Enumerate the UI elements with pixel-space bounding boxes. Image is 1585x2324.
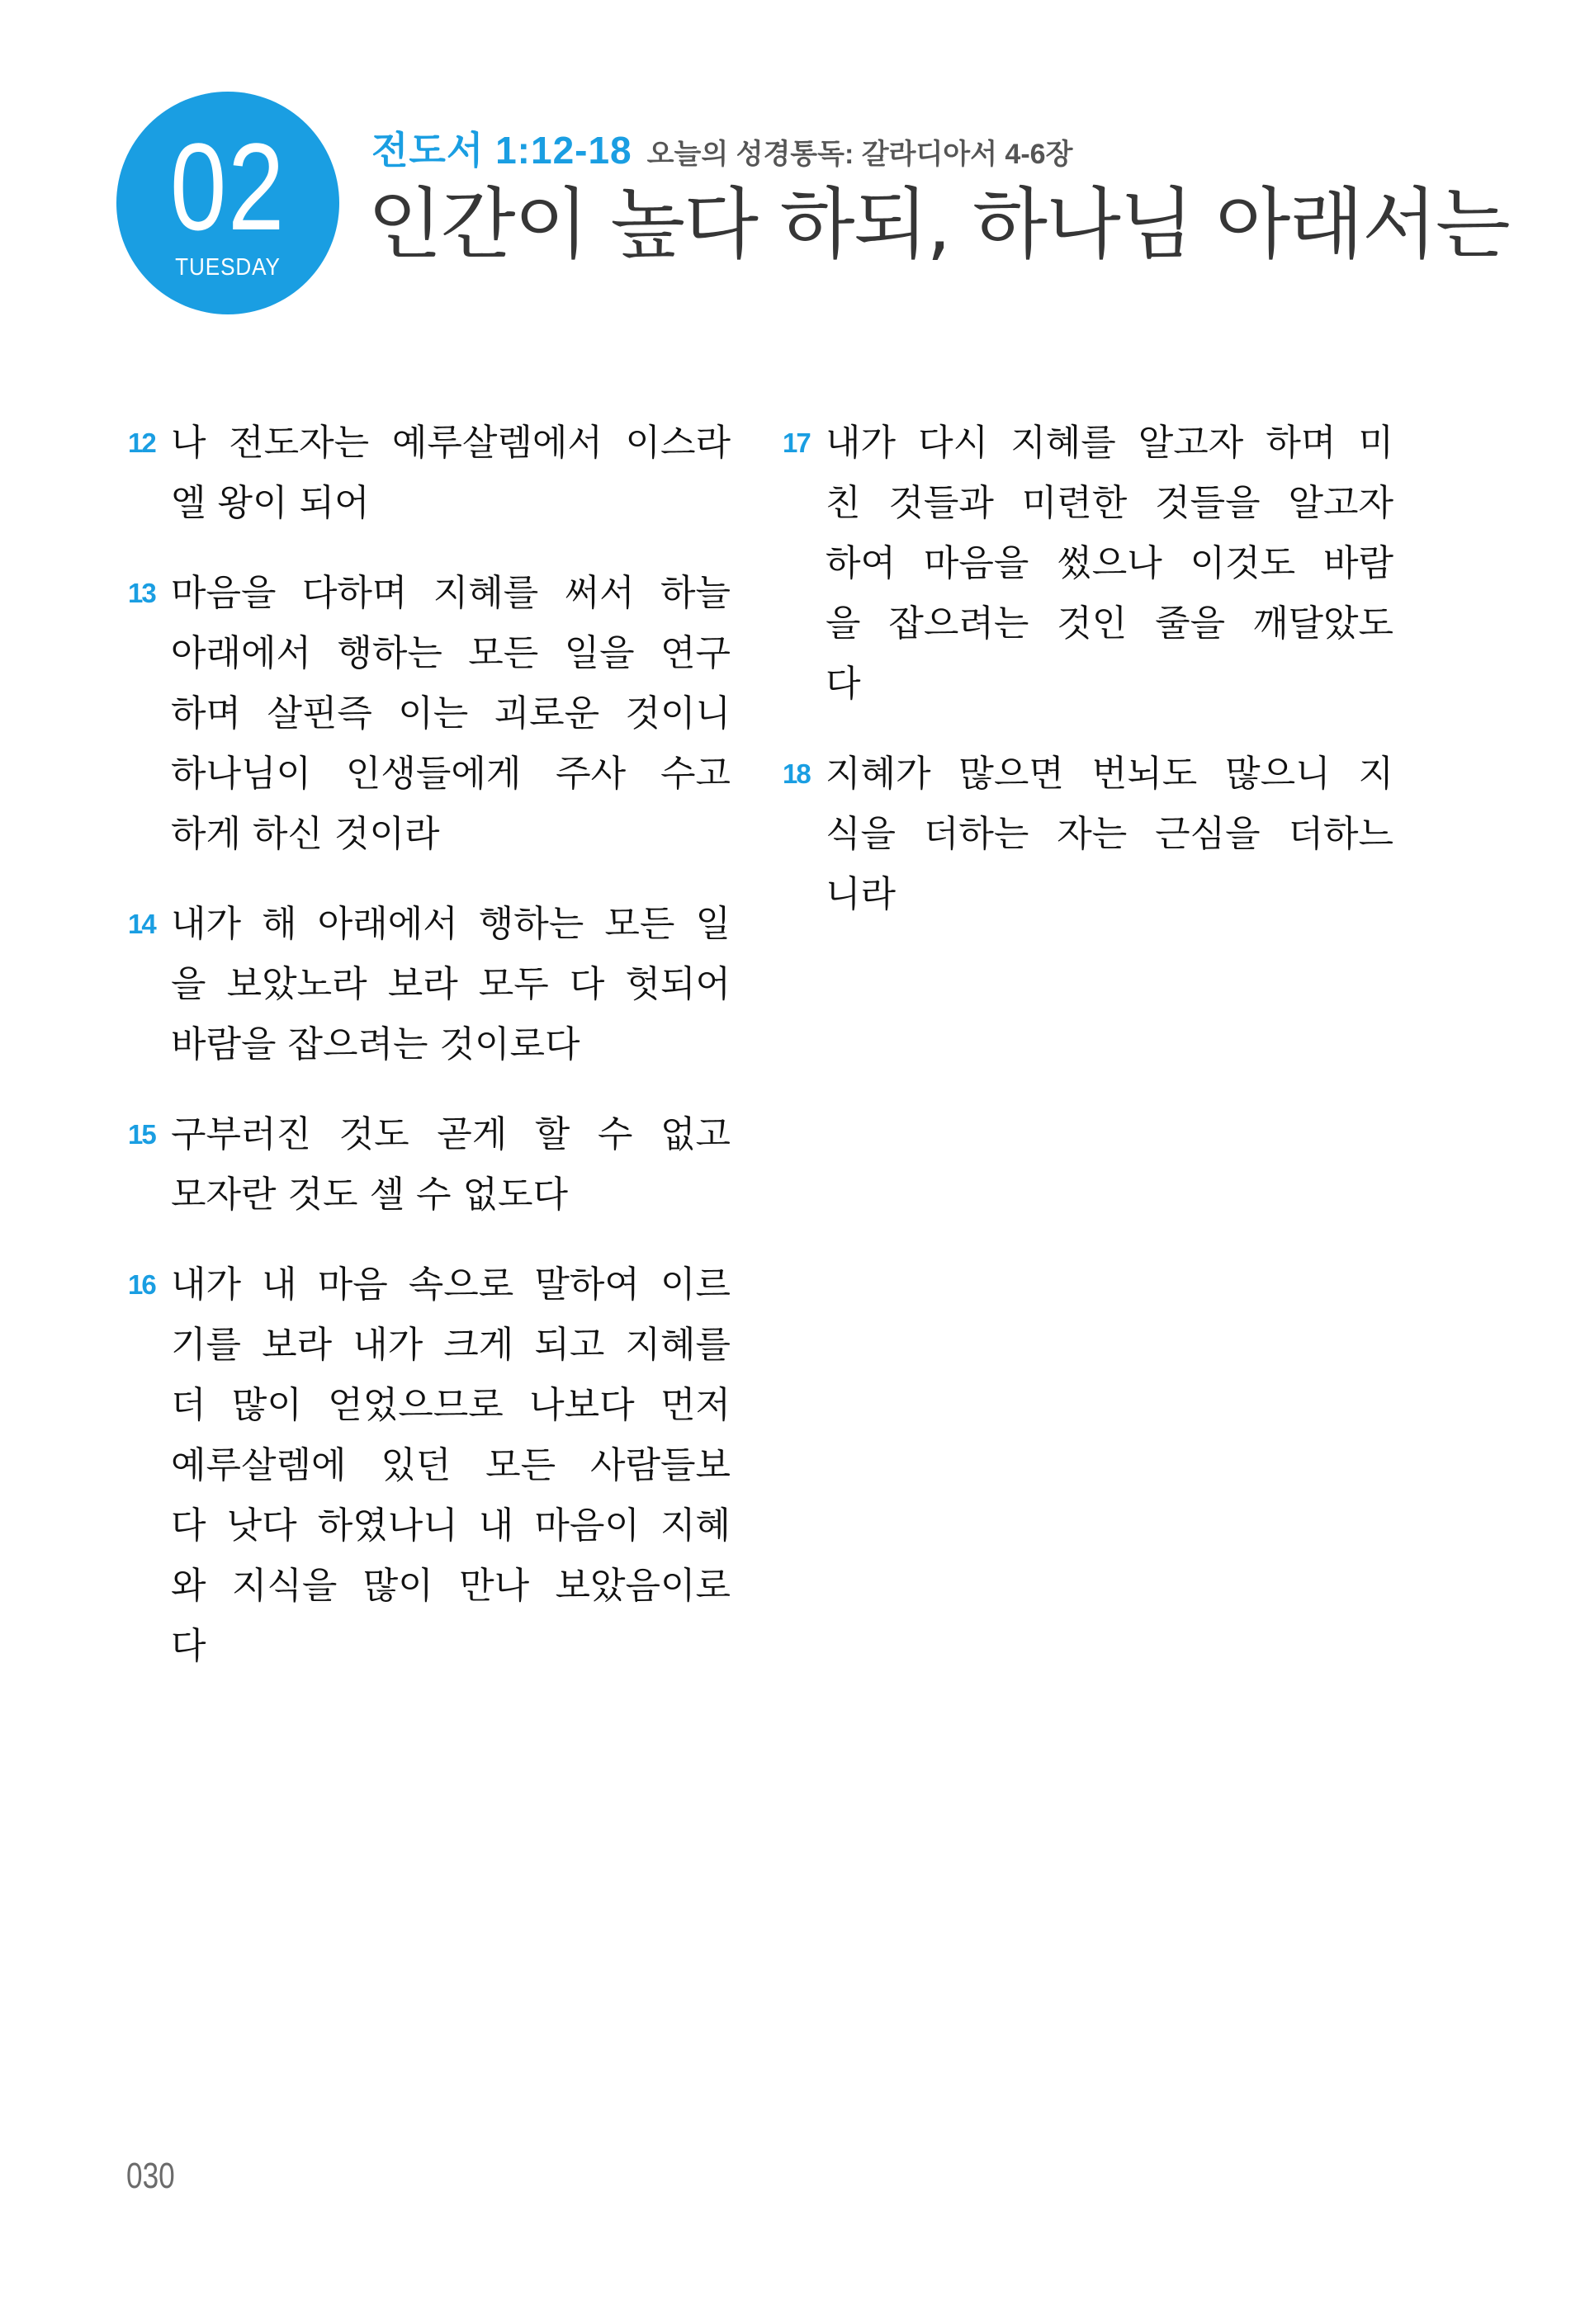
verse-line: 엘 왕이 되어: [171, 482, 370, 524]
day-badge: [116, 92, 339, 314]
verse-line: 구부러진 것도 곧게 할 수 없고: [171, 1113, 731, 1155]
scripture-reference: 전도서 1:12-18: [371, 129, 632, 172]
verse-line: 식을 더하는 자는 근심을 더하느: [826, 813, 1393, 855]
verse-line: 지혜가 많으면 번뇌도 많으니 지: [826, 753, 1393, 795]
verse-text: [171, 563, 731, 864]
verse-line: 바람을 잡으려는 것이로다: [171, 1023, 580, 1065]
verse-line: 하나님이 인생들에게 주사 수고: [171, 753, 731, 795]
verse-13: [128, 563, 731, 864]
verse-number: 13: [128, 578, 155, 608]
verse-text: [171, 894, 731, 1075]
verse-number: 18: [783, 758, 810, 789]
page-title: 인간이 높다 하되, 하나님 아래서는: [367, 180, 1509, 270]
verse-line: 내가 해 아래에서 행하는 모든 일: [171, 903, 731, 945]
day-weekday: TUESDAY: [175, 254, 281, 281]
verse-line: 아래에서 행하는 모든 일을 연구: [171, 632, 731, 674]
verse-line: 내가 다시 지혜를 알고자 하며 미: [826, 422, 1393, 464]
verse-line: 을 보았노라 보라 모두 다 헛되어: [171, 963, 731, 1005]
verse-line: 다: [826, 663, 861, 705]
verse-line: 기를 보라 내가 크게 되고 지혜를: [171, 1324, 731, 1366]
verse-line: 을 잡으려는 것인 줄을 깨달았도: [826, 602, 1393, 645]
verse-number: 14: [128, 909, 155, 939]
verse-line: 모자란 것도 셀 수 없도다: [171, 1174, 568, 1216]
verse-line: 하며 살핀즉 이는 괴로운 것이니: [171, 692, 731, 735]
verse-14: [128, 894, 731, 1075]
daily-reading: 오늘의 성경통독: 갈라디아서 4-6장: [646, 139, 1073, 170]
verse-17: [783, 413, 1393, 714]
verse-column-right: [783, 413, 1393, 954]
verse-12: [128, 413, 731, 533]
verse-number: 16: [128, 1269, 155, 1300]
verse-line: 니라: [826, 873, 897, 915]
verse-line: 다: [171, 1625, 206, 1667]
verse-text: [171, 413, 731, 533]
verse-number: 17: [783, 427, 810, 458]
verse-text: [171, 1104, 731, 1225]
verse-line: 마음을 다하며 지혜를 써서 하늘: [171, 572, 731, 614]
verse-16: [128, 1254, 731, 1676]
verse-text: [826, 744, 1393, 924]
verse-column-left: [128, 413, 731, 1706]
verse-line: 나 전도자는 예루살렘에서 이스라: [171, 422, 731, 464]
verse-line: 다 낫다 하였나니 내 마음이 지혜: [171, 1504, 731, 1547]
verse-number: 12: [128, 427, 155, 458]
verse-line: 하여 마음을 썼으나 이것도 바람: [826, 542, 1393, 584]
verse-line: 하게 하신 것이라: [171, 813, 440, 855]
verse-number: 15: [128, 1119, 155, 1150]
day-number: 02: [169, 117, 286, 256]
verse-line: 내가 내 마음 속으로 말하여 이르: [171, 1264, 731, 1306]
verse-text: [171, 1254, 731, 1676]
verse-line: 예루살렘에 있던 모든 사람들보: [171, 1444, 731, 1486]
header-top-line: [371, 120, 1072, 175]
verse-line: 더 많이 얻었으므로 나보다 먼저: [171, 1384, 731, 1426]
verse-15: [128, 1104, 731, 1225]
verse-text: [826, 413, 1393, 714]
verse-line: 와 지식을 많이 만나 보았음이로: [171, 1565, 731, 1607]
page-number: 030: [126, 2156, 175, 2196]
verse-18: [783, 744, 1393, 924]
verse-line: 친 것들과 미련한 것들을 알고자: [826, 482, 1393, 524]
